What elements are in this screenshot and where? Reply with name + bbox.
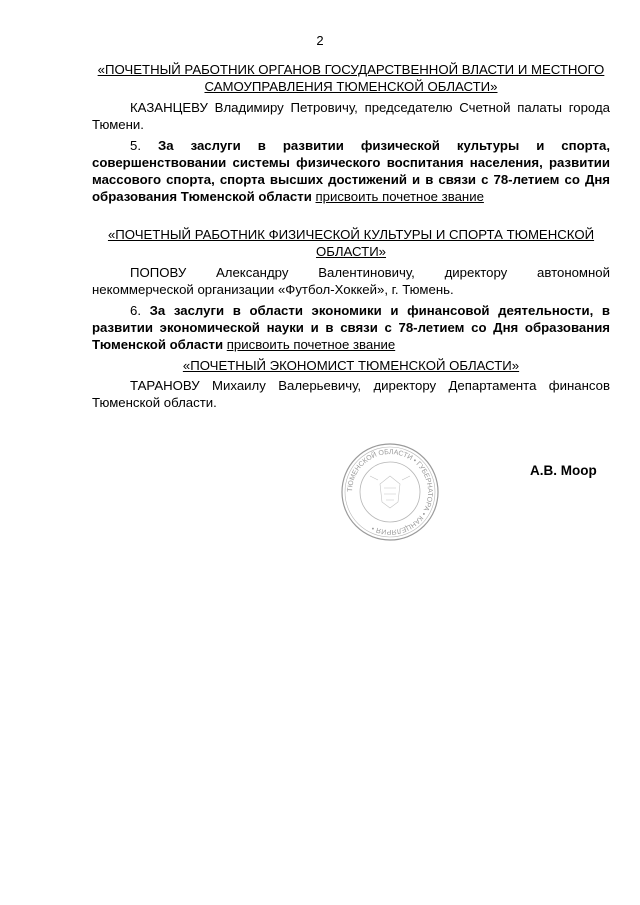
- item-6-paragraph: [92, 302, 610, 353]
- item-5-action: присвоить почетное звание: [315, 189, 484, 204]
- item-5-paragraph: [92, 137, 610, 205]
- awardee-taranov: ТАРАНОВУ Михаилу Валерьевичу, директору Департамента финансов Тюменской области.: [92, 378, 610, 410]
- honorary-title-economist: «ПОЧЕТНЫЙ ЭКОНОМИСТ ТЮМЕНСКОЙ ОБЛАСТИ»: [182, 358, 520, 373]
- awardee-popov: [92, 264, 610, 298]
- item-6-action: присвоить почетное звание: [226, 337, 396, 352]
- honorary-title-sport: «ПОЧЕТНЫЙ РАБОТНИК ФИЗИЧЕСКОЙ КУЛЬТУРЫ И СПОРТА ТЮМЕНСКОЙ ОБЛАСТИ»: [107, 227, 595, 259]
- item-6-reason: За заслуги в области экономики и финансовой деятельности, в развитии экономической науки и в связи с 78-летием со Дня образования Тюменской области: [92, 303, 610, 352]
- signature-name: А.В. Моор: [530, 463, 597, 478]
- honorary-title-civil-service: «ПОЧЕТНЫЙ РАБОТНИК ОРГАНОВ ГОСУДАРСТВЕННОЙ ВЛАСТИ И МЕСТНОГО САМОУПРАВЛЕНИЯ ТЮМЕНСКОЙ ОБЛАСТИ»: [97, 62, 605, 94]
- seal-text: ТЮМЕНСКОЙ ОБЛАСТИ • ГУБЕРНАТОРА • КАНЦЕЛЯРИЯ •: [346, 448, 434, 536]
- page-number: 2: [316, 33, 324, 48]
- official-seal: [340, 442, 440, 542]
- awardee-popov-line2: некоммерческой организации «Футбол-Хоккей», г. Тюмень.: [92, 282, 454, 297]
- item-5-reason: За заслуги в развитии физической культуры и спорта, совершенствовании системы физического воспитания населения, развитии массового спорта, спорта высших достижений и в связи с 78-летием со Дня образования Тюменской области: [92, 138, 610, 204]
- awardee-popov-line1: ПОПОВУ Александру Валентиновичу, директору автономной: [130, 265, 610, 280]
- item-6-number: 6.: [130, 303, 141, 318]
- awardee-kazantsev: КАЗАНЦЕВУ Владимиру Петровичу, председателю Счетной палаты города Тюмени.: [92, 100, 610, 132]
- item-5-number: 5.: [130, 138, 141, 153]
